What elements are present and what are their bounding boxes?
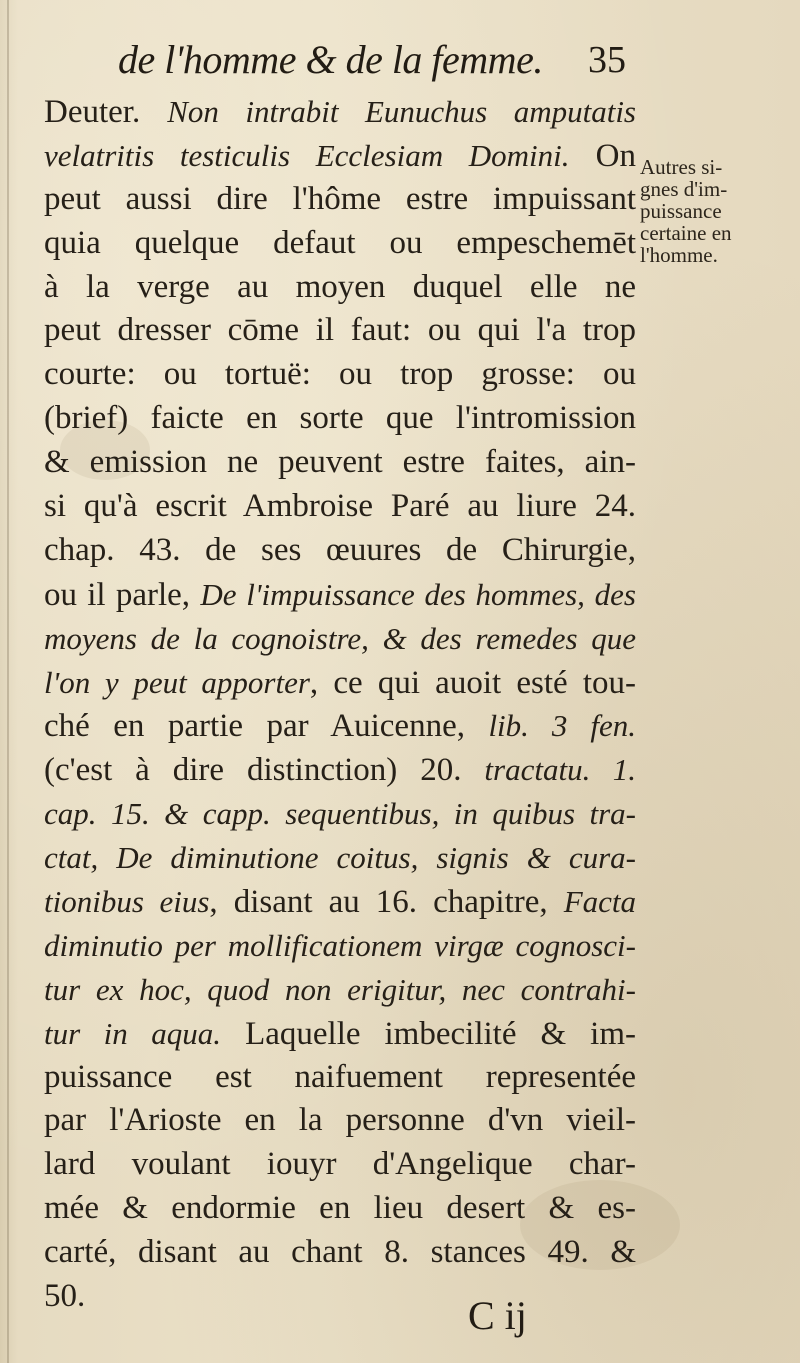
text-line: [44, 1231, 636, 1275]
text-line: [44, 661, 636, 705]
text-line: [44, 1187, 636, 1231]
text-line: [44, 90, 636, 134]
roman-run: lard voulant iouyr d'Angelique char-: [44, 1146, 636, 1183]
roman-run: 50.: [44, 1278, 86, 1315]
roman-run: , disant au 16. chapitre,: [209, 884, 564, 921]
marginal-note-line: gnes d'im-: [640, 177, 728, 201]
page-number: 35: [588, 39, 626, 81]
italic-run: moyens de la cognoistre, & des remedes que: [44, 620, 636, 656]
text-line: [44, 353, 636, 397]
roman-run: courte: ou tortuë: ou trop grosse: ou: [44, 356, 636, 393]
roman-run: (brief) faicte en sorte que l'intromission: [44, 400, 636, 437]
running-head: [118, 36, 648, 92]
roman-run: Laquelle imbecilité & im-: [221, 1015, 636, 1052]
roman-run: ou il parle,: [44, 576, 201, 613]
text-line: [44, 397, 636, 441]
marginal-note-line: puissance: [640, 199, 722, 223]
italic-run: velatritis testiculis Ecclesiam Domini.: [44, 137, 570, 173]
text-line: [44, 222, 636, 266]
text-line: [44, 441, 636, 485]
roman-run: Deuter.: [44, 94, 168, 130]
italic-run: lib. 3 fen.: [488, 708, 636, 744]
roman-run: carté, disant au chant 8. stances 49. &: [44, 1234, 636, 1271]
roman-run: (c'est à dire distinction) 20.: [44, 752, 485, 789]
italic-run: tionibus eius: [44, 884, 210, 920]
roman-run: On: [569, 137, 636, 174]
italic-run: De l'impuissance des hommes, des: [200, 576, 636, 612]
text-line: [44, 134, 636, 178]
text-line: [44, 1056, 636, 1100]
text-line: [44, 836, 636, 880]
text-line: [44, 1012, 636, 1056]
text-line: [44, 792, 636, 836]
roman-run: par l'Arioste en la personne d'vn vieil-: [44, 1102, 636, 1139]
roman-run: chap. 43. de ses œuures de Chirurgie,: [44, 531, 636, 568]
text-line: [44, 485, 636, 529]
italic-run: cap. 15. & capp. sequentibus, in quibus tra-: [44, 796, 636, 832]
binding-gutter: [7, 0, 9, 1363]
text-line: [44, 178, 636, 222]
roman-run: & emission ne peuvent estre faites, ain-: [44, 444, 636, 481]
text-line: [44, 309, 636, 353]
italic-run: tractatu. 1.: [484, 752, 636, 788]
marginal-note-line: l'homme.: [640, 243, 718, 267]
text-line: [44, 529, 636, 573]
text-line: [44, 748, 636, 792]
text-line: [44, 704, 636, 748]
text-line: [44, 266, 636, 310]
roman-run: peut dresser cōme il faut: ou qui l'a trop: [44, 312, 636, 349]
text-line: [44, 1143, 636, 1187]
signature-mark: C ij: [468, 1293, 527, 1338]
italic-run: l'on y peut apporter: [44, 664, 310, 700]
main-text-block: [44, 90, 636, 1319]
text-line: [44, 573, 636, 617]
marginal-note-line: Autres si-: [640, 155, 723, 179]
roman-run: puissance est naifuement representée: [44, 1058, 636, 1095]
roman-run: peut aussi dire l'hôme estre impuissant: [44, 180, 636, 217]
roman-run: si qu'à escrit Ambroise Paré au liure 24.: [44, 488, 636, 525]
italic-run: diminutio per mollificationem virgæ cognosci-: [44, 927, 636, 963]
roman-run: quia quelque defaut ou empeschemēt: [44, 224, 636, 261]
text-line: [44, 968, 636, 1012]
italic-run: Facta: [563, 884, 636, 920]
running-head-title: de l'homme & de la femme.: [118, 37, 543, 82]
text-line: [44, 617, 636, 661]
marginal-note: [640, 156, 790, 266]
italic-run: ctat, De diminutione coitus, signis & cura-: [44, 840, 636, 876]
text-line: [44, 1099, 636, 1143]
roman-run: à la verge au moyen duquel elle ne: [44, 268, 636, 305]
roman-run: , ce qui auoit esté tou-: [309, 664, 636, 701]
text-line: [44, 924, 636, 968]
marginal-note-line: certaine en: [640, 221, 732, 245]
italic-run: Non intrabit Eunuchus amputatis: [167, 94, 636, 129]
text-line: [44, 880, 636, 924]
italic-run: tur in aqua.: [44, 1015, 222, 1051]
roman-run: ché en partie par Auicenne,: [44, 708, 489, 745]
roman-run: mée & endormie en lieu desert & es-: [44, 1190, 636, 1227]
italic-run: tur ex hoc, quod non erigitur, nec contrahi-: [44, 971, 636, 1007]
